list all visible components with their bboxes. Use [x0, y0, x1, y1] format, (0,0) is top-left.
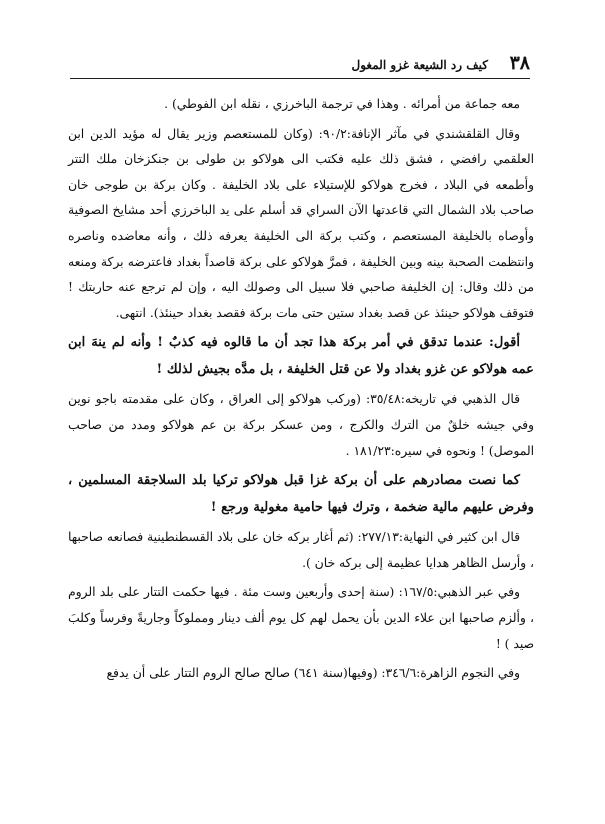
page-body: [68, 92, 534, 691]
paragraph-4: قال الذهبي في تاريخه:٣٥/٤٨: (وركب هولاكو إلى العراق ، وكان على مقدمته باجو نوين وفي جيشه خلقٌ من الترك والكرج ، ومن عسكر بركة بن عم هولاكو ومدد من صاحب الموصل) ! ونحوه في سيره:١٨١/٢٣ .: [68, 392, 534, 458]
paragraph-3: أقول: عندما تدقق في أمر بركة هذا تجد أن ما قالوه فيه كذبٌ ! وأنه لم ينهَ ابن عمه هولاكو عن غزو بغداد ولا عن قتل الخليفة ، بل مدَّه بجيش لذلك !: [68, 335, 534, 377]
running-title: كيف رد الشيعة غزو المغول: [351, 58, 488, 72]
page-number: ٣٨: [509, 52, 530, 74]
paragraph-5: كما نصت مصادرهم على أن بركة غزا قبل هولاكو تركيا بلد السلاجقة المسلمين ، وفرض عليهم مالية ضخمة ، وترك فيها حامية مغولية ورجع !: [68, 473, 534, 515]
paragraph-6: قال ابن كثير في النهاية:٢٧٧/١٣: (ثم أغار بركه خان على بلاد القسطنطينية فصانعه صاحبها ، وأرسل الظاهر هدايا عظيمة إلى بركه خان ).: [68, 530, 534, 570]
paragraph-7: وفي عبر الذهبي:١٦٧/٥: (سنة إحدى وأربعين وست مئة . فيها حكمت التتار على بلد الروم ، وألزم صاحبها ابن علاء الدين بأن يحمل لهم كل يوم ألف دينار ومملوكاً وجاريةً وفرساً وكلبَ صيد ) !: [68, 585, 534, 651]
paragraph-8: وفي النجوم الزاهرة:٣٤٦/٦: (وفيها(سنة ٦٤١) صالح صالح الروم التتار على أن يدفع: [106, 666, 520, 681]
paragraph-2: وقال القلقشندي في مآثر الإنافة:٩٠/٢: (وكان للمستعصم وزير يقال له مؤيد الدين ابن العلقمي رافضي ، فشق ذلك عليه فكتب الى هولاكو بن طولى بن جنكزخان ملك التتر وأطمعه في البلاد ، فخرج هولاكو للإستيلاء على بلاد الخليفة . وكان بركة بن طوجى خان صاحب بلاد الشمال التي قاعدتها الآن السراي قد أسلم على يد الباخرزي أحد مشايخ الصوفية وأوصاه بالخليفة المستعصم ، وكتب بركة الى الخليفة يعرفه ذلك ، وأنه معاضده وناصره وانتظمت الصحبة بينه وبين الخليفة ، فمرَّ هولاكو على بركة قاصداً بغداد فاعترضه بركة ومنعه من ذلك وقال: إن الخليفة صاحبي فلا سبيل الى وصولك اليه ، وإن لم ترجع عنه حاربتك ! فتوقف هولاكو حينئذ عن قصد بغداد ستين حتى مات بركة فقصد بغداد حينئذ). انتهى.: [68, 126, 534, 320]
paragraph-1: معه جماعة من أمرائه . وهذا في ترجمة الباخرزي ، نقله ابن الفوطي) .: [164, 97, 520, 111]
page-header: [70, 52, 530, 79]
